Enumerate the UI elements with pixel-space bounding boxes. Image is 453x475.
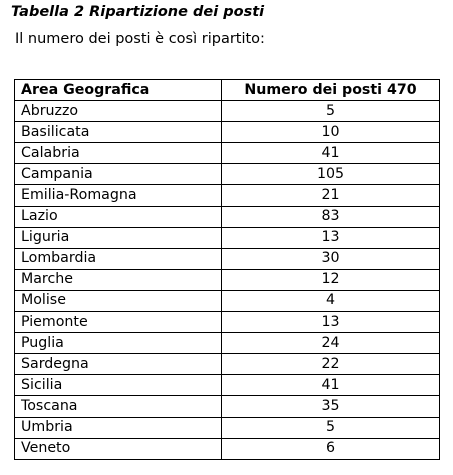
cell-posti: 105 [222, 164, 440, 185]
cell-area: Toscana [15, 396, 222, 417]
cell-posti: 4 [222, 290, 440, 311]
cell-area: Puglia [15, 333, 222, 354]
table-row [15, 375, 440, 396]
table-row [15, 333, 440, 354]
cell-posti: 41 [222, 375, 440, 396]
cell-posti: 83 [222, 206, 440, 227]
table-row [15, 164, 440, 185]
cell-posti: 24 [222, 333, 440, 354]
cell-area: Liguria [15, 227, 222, 248]
cell-area: Campania [15, 164, 222, 185]
cell-posti: 5 [222, 101, 440, 122]
table-row [15, 185, 440, 206]
table-caption: Tabella 2 Ripartizione dei posti [11, 4, 265, 20]
cell-area: Sardegna [15, 354, 222, 375]
table-row [15, 143, 440, 164]
table-row [15, 206, 440, 227]
table-row [15, 122, 440, 143]
cell-posti: 13 [222, 227, 440, 248]
table-row [15, 269, 440, 290]
posti-table [14, 79, 440, 460]
cell-posti: 12 [222, 269, 440, 290]
cell-area: Calabria [15, 143, 222, 164]
cell-posti: 21 [222, 185, 440, 206]
table-row [15, 312, 440, 333]
cell-posti: 41 [222, 143, 440, 164]
cell-area: Veneto [15, 438, 222, 459]
cell-area: Molise [15, 290, 222, 311]
table-row [15, 101, 440, 122]
cell-area: Marche [15, 269, 222, 290]
cell-area: Piemonte [15, 312, 222, 333]
table-row [15, 227, 440, 248]
cell-posti: 13 [222, 312, 440, 333]
table-row [15, 438, 440, 459]
cell-area: Lombardia [15, 248, 222, 269]
cell-area: Sicilia [15, 375, 222, 396]
cell-posti: 22 [222, 354, 440, 375]
header-area-geografica: Area Geografica [15, 80, 222, 101]
cell-area: Abruzzo [15, 101, 222, 122]
table-row [15, 248, 440, 269]
cell-area: Lazio [15, 206, 222, 227]
table-row [15, 290, 440, 311]
table-header-row [15, 80, 440, 101]
header-numero-posti: Numero dei posti 470 [222, 80, 440, 101]
cell-posti: 30 [222, 248, 440, 269]
cell-posti: 5 [222, 417, 440, 438]
cell-posti: 35 [222, 396, 440, 417]
cell-area: Basilicata [15, 122, 222, 143]
table-row [15, 396, 440, 417]
cell-posti: 6 [222, 438, 440, 459]
cell-area: Emilia-Romagna [15, 185, 222, 206]
intro-text: Il numero dei posti è così ripartito: [15, 31, 265, 47]
cell-area: Umbria [15, 417, 222, 438]
table-row [15, 354, 440, 375]
table-row [15, 417, 440, 438]
cell-posti: 10 [222, 122, 440, 143]
